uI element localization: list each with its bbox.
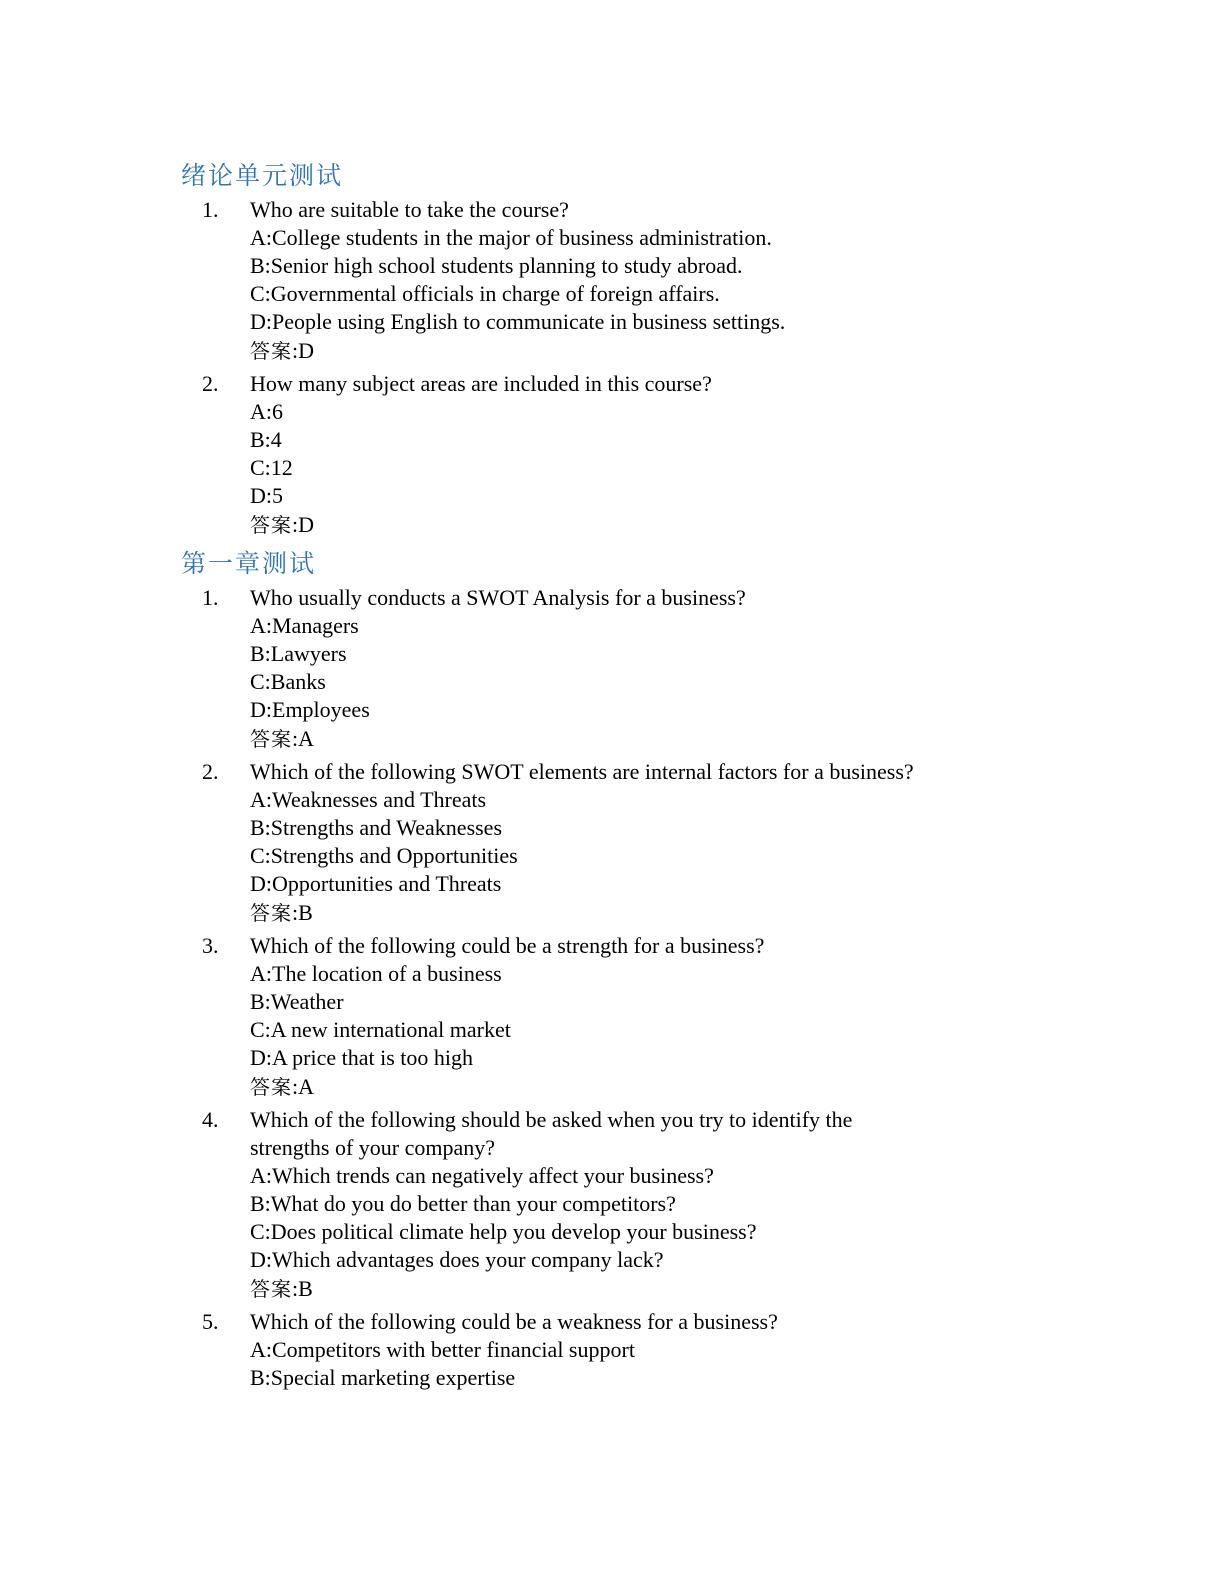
question	[181, 932, 1041, 1102]
section-chapter-one-test	[181, 544, 1041, 1392]
option-a: A:The location of a business	[250, 961, 502, 986]
question-number: 1.	[202, 585, 219, 610]
option-c: C:A new international market	[250, 1017, 511, 1042]
answer-value: :D	[292, 338, 314, 363]
question-stem: Which of the following SWOT elements are internal factors for a business?	[250, 759, 914, 784]
option-d: D:People using English to communicate in business settings.	[250, 309, 786, 334]
document-content	[181, 156, 1041, 1392]
option-d: D:Opportunities and Threats	[250, 871, 502, 896]
question	[181, 370, 1041, 540]
option-d: D:Which advantages does your company lack?	[250, 1247, 664, 1272]
answer-value: :A	[292, 726, 314, 751]
question-number: 3.	[202, 933, 219, 958]
option-a: A:Managers	[250, 613, 359, 638]
question-number: 1.	[202, 197, 219, 222]
question-number: 2.	[202, 759, 219, 784]
answer-line	[250, 336, 1041, 366]
answer-label: 答案	[250, 513, 292, 537]
option-c: C:Banks	[250, 669, 326, 694]
answer-label: 答案	[250, 1075, 292, 1099]
answer-value: :A	[292, 1074, 314, 1099]
option-b: B:Special marketing expertise	[250, 1365, 516, 1390]
answer-label: 答案	[250, 339, 292, 363]
answer-line	[250, 898, 1041, 928]
option-d: D:Employees	[250, 697, 370, 722]
answer-line	[250, 724, 1041, 754]
question	[181, 758, 1041, 928]
answer-label: 答案	[250, 901, 292, 925]
option-a: A:Competitors with better financial support	[250, 1337, 635, 1362]
question-stem: How many subject areas are included in this course?	[250, 371, 712, 396]
option-b: B:Lawyers	[250, 641, 347, 666]
option-d: D:A price that is too high	[250, 1045, 474, 1070]
option-c: C:Governmental officials in charge of foreign affairs.	[250, 281, 720, 306]
question-number: 5.	[202, 1309, 219, 1334]
answer-label: 答案	[250, 727, 292, 751]
option-a: A:Which trends can negatively affect your business?	[250, 1163, 714, 1188]
question	[181, 1106, 1041, 1304]
option-b: B:What do you do better than your competitors?	[250, 1191, 676, 1216]
answer-label: 答案	[250, 1277, 292, 1301]
question-stem: Who usually conducts a SWOT Analysis for a business?	[250, 585, 746, 610]
answer-line	[250, 1072, 1041, 1102]
option-b: B:Weather	[250, 989, 344, 1014]
section-heading: 绪论单元测试	[181, 161, 344, 190]
section-heading: 第一章测试	[181, 549, 317, 578]
question-number: 2.	[202, 371, 219, 396]
answer-line	[250, 1274, 1041, 1304]
option-c: C:Strengths and Opportunities	[250, 843, 518, 868]
question-stem-line-2: strengths of your company?	[250, 1135, 495, 1160]
option-b: B:Senior high school students planning to study abroad.	[250, 253, 743, 278]
option-c: C:12	[250, 455, 293, 480]
option-b: B:Strengths and Weaknesses	[250, 815, 503, 840]
question-stem: Which of the following could be a weakness for a business?	[250, 1309, 778, 1334]
answer-value: :D	[292, 512, 314, 537]
option-c: C:Does political climate help you develop your business?	[250, 1219, 757, 1244]
section-intro-test	[181, 156, 1041, 540]
option-b: B:4	[250, 427, 282, 452]
question	[181, 1308, 1041, 1392]
question-stem-line-1: Which of the following should be asked when you try to identify the	[250, 1107, 853, 1132]
question-stem: Who are suitable to take the course?	[250, 197, 569, 222]
answer-value: :B	[292, 1276, 313, 1301]
question-number: 4.	[202, 1107, 219, 1132]
answer-value: :B	[292, 900, 313, 925]
option-d: D:5	[250, 483, 283, 508]
question	[181, 584, 1041, 754]
question	[181, 196, 1041, 366]
option-a: A:6	[250, 399, 283, 424]
option-a: A:Weaknesses and Threats	[250, 787, 487, 812]
option-a: A:College students in the major of business administration.	[250, 225, 772, 250]
question-stem: Which of the following could be a strength for a business?	[250, 933, 765, 958]
answer-line	[250, 510, 1041, 540]
